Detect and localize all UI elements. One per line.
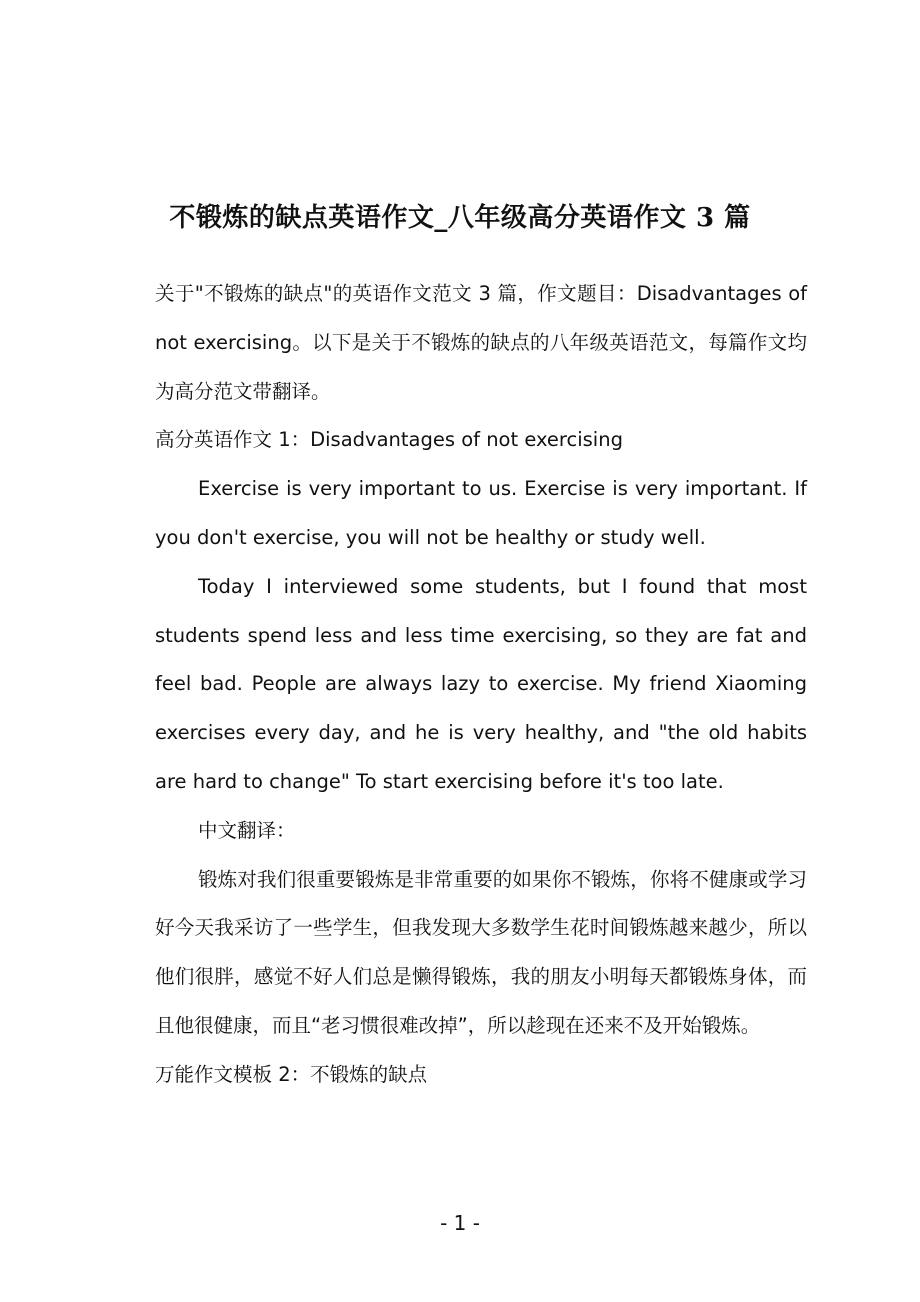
- translation-label: 中文翻译：: [198, 818, 296, 842]
- intro-paragraph: 关于"不锻炼的缺点"的英语作文范文 3 篇，作文题目：Disadvantages of not exercising。以下是关于不锻炼的缺点的八年级英语范文，每篇作文均为高分范文带翻译。: [155, 282, 807, 403]
- essay2-heading: 万能作文模板 2：不锻炼的缺点: [155, 1062, 428, 1086]
- essay1-paragraph-1: Exercise is very important to us. Exercise is very important. If you don't exercise, you will not be healthy or study well.: [155, 477, 807, 549]
- page-number: - 1 -: [440, 1211, 480, 1235]
- essay1-paragraph-2: Today I interviewed some students, but I found that most students spend less and less time exercising, so they are fat and feel bad. People are always lazy to exercise. My friend Xiaoming exercises every day, and he is very healthy, and "the old habits are hard to change" To start exercising before it's too late.: [155, 574, 807, 793]
- document-body: [155, 270, 807, 1100]
- translation-paragraph: 锻炼对我们很重要锻炼是非常重要的如果你不锻炼，你将不健康或学习好今天我采访了一些学生，但我发现大多数学生花时间锻炼越来越少，所以他们很胖，感觉不好人们总是懒得锻炼，我的朋友小明每天都锻炼身体，而且他很健康，而且“老习惯很难改掉”，所以趁现在还来不及开始锻炼。: [155, 867, 807, 1037]
- document-title: 不锻炼的缺点英语作文_八年级高分英语作文 3 篇: [169, 203, 751, 233]
- essay1-heading: 高分英语作文 1：Disadvantages of not exercising: [155, 428, 623, 452]
